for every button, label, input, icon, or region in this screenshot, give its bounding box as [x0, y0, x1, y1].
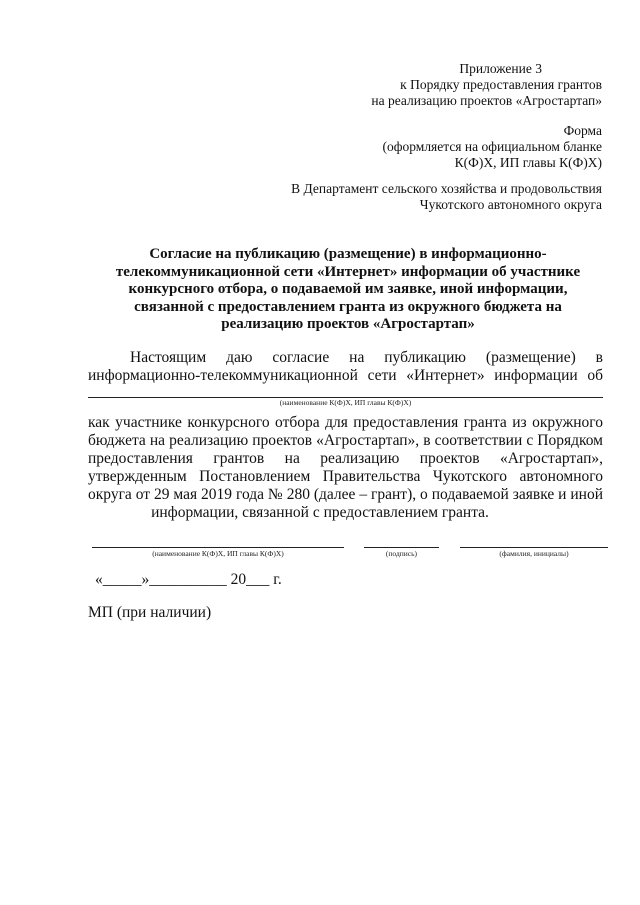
stamp-placeholder: МП (при наличии) — [88, 604, 212, 621]
title-line-3: конкурсного отбора, о подаваемой им заявке, иной информации, — [128, 281, 568, 297]
title-line-4: связанной с предоставлением гранта из окружного бюджета на — [134, 298, 562, 315]
title-line-1: Согласие на публикацию (размещение) в информационно- — [149, 246, 547, 262]
signature-caption: (подпись) — [385, 549, 418, 558]
title-line-5: реализацию проектов «Агростартап» — [221, 316, 475, 332]
appendix-reference-line-1: к Порядку предоставления грантов — [400, 77, 602, 92]
document-title — [88, 246, 608, 334]
official-blank-note-1: (оформляется на официальном бланке — [382, 139, 602, 154]
body-line-1: как участнике конкурсного отбора для предоставления гранта из окружного — [88, 414, 603, 431]
body-line-3: предоставления грантов на реализацию проектов «Агростартап», — [88, 450, 603, 467]
date-line: «_____»__________ 20___ г. — [95, 571, 282, 588]
full-name-line — [460, 547, 608, 548]
full-name-caption: (фамилия, инициалы) — [499, 549, 569, 558]
signature-line — [364, 547, 439, 548]
body-line-5: округа от 29 мая 2019 года № 280 (далее – грант), о подаваемой заявке и иной — [88, 486, 603, 503]
signature-name-caption: (наименование К(Ф)Х, ИП главы К(Ф)Х) — [152, 549, 284, 558]
intro-line-1: Настоящим даю согласие на публикацию (размещение) в — [130, 349, 603, 366]
official-blank-note-2: К(Ф)Х, ИП главы К(Ф)Х) — [454, 155, 602, 170]
intro-line-2: информационно-телекоммуникационной сети «Интернет» информации об — [88, 367, 603, 384]
body-line-4: утвержденным Постановлением Правительства Чукотского автономного — [88, 468, 603, 485]
body-line-6: информации, связанной с предоставлением гранта. — [151, 504, 489, 521]
appendix-reference-line-2: на реализацию проектов «Агростартап» — [371, 93, 602, 108]
appendix-number: Приложение 3 — [459, 61, 542, 76]
form-label: Форма — [563, 123, 602, 138]
signature-name-line — [92, 547, 344, 548]
applicant-name-caption: (наименование К(Ф)Х, ИП главы К(Ф)Х) — [279, 398, 412, 407]
title-line-2: телекоммуникационной сети «Интернет» информации об участнике — [115, 263, 581, 280]
body-line-2: бюджета на реализацию проектов «Агростартап», в соответствии с Порядком — [88, 432, 603, 449]
addressee-line-1: В Департамент сельского хозяйства и продовольствия — [291, 181, 602, 196]
addressee-line-2: Чукотского автономного округа — [419, 197, 602, 212]
